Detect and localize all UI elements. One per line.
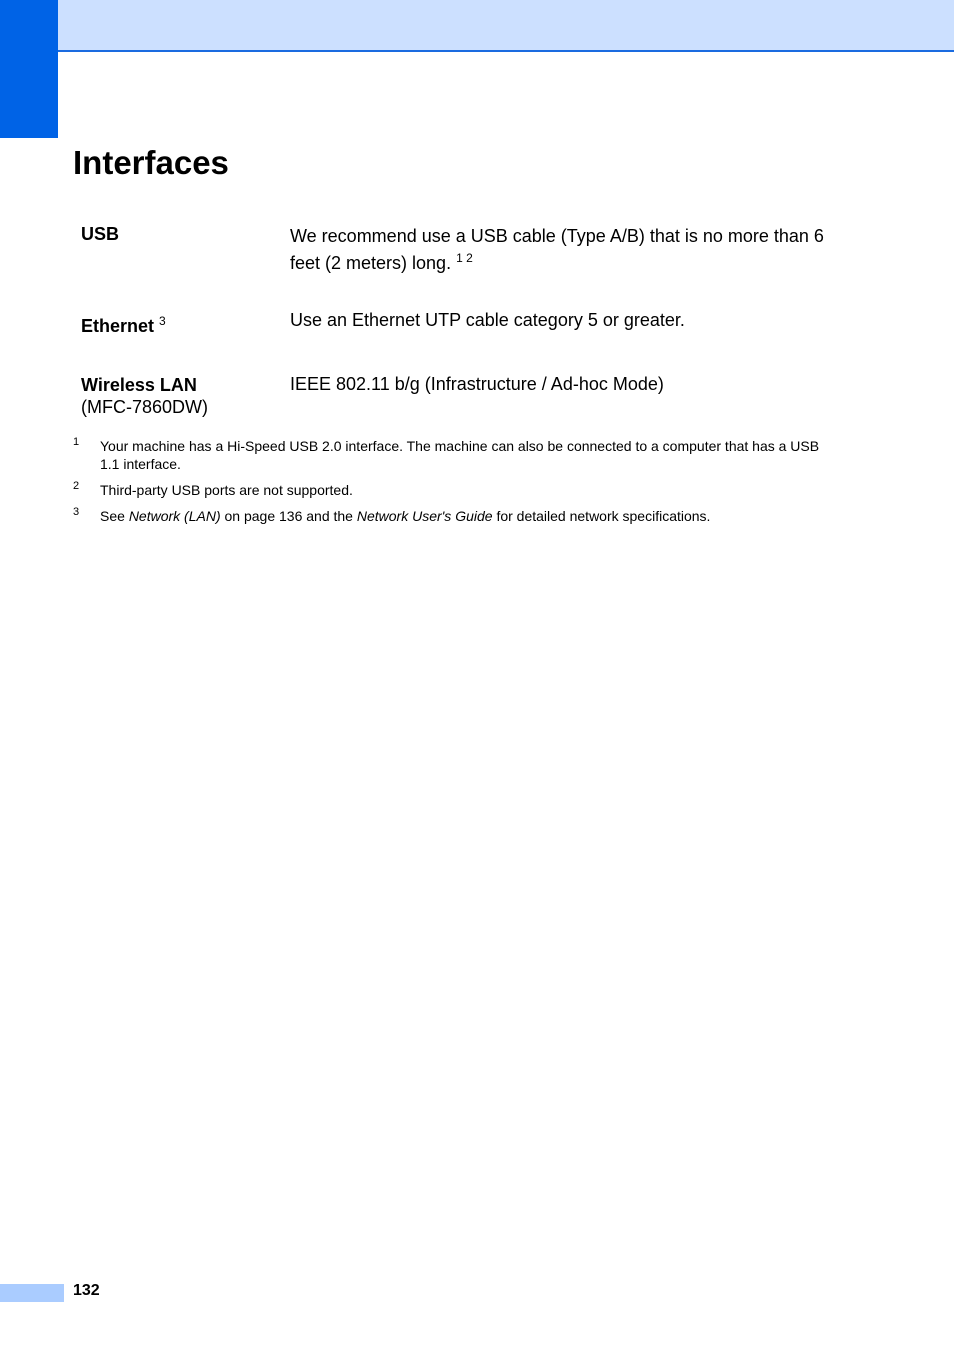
cross-reference-network-lan[interactable]: Network (LAN) — [128, 508, 221, 524]
page-marker — [0, 1284, 64, 1302]
spec-label-text: Ethernet — [81, 316, 155, 336]
spec-label — [81, 315, 281, 337]
header-band — [0, 0, 954, 52]
footnotes — [73, 437, 833, 533]
cross-reference-network-users-guide[interactable]: Network User's Guide — [356, 508, 493, 524]
spec-value — [290, 223, 835, 277]
footnote-ref: 3 — [159, 314, 166, 328]
spec-value-text: Use an Ethernet UTP cable category 5 or greater. — [290, 310, 685, 330]
footnote-number: 3 — [73, 506, 80, 518]
spec-value-text: We recommend use a USB cable (Type A/B) that is no more than 6 feet (2 meters) long. — [290, 226, 824, 273]
footnote-number: 1 — [73, 436, 80, 448]
footnote-text-part: on page 136 and the — [220, 508, 357, 524]
spec-label — [81, 374, 281, 418]
footnote-text — [100, 508, 710, 524]
footnote-ref: 1 2 — [456, 251, 473, 265]
spec-label — [81, 223, 281, 245]
spec-value-text: IEEE 802.11 b/g (Infrastructure / Ad-hoc Mode) — [290, 374, 664, 394]
footnote — [73, 437, 833, 473]
chapter-tab — [0, 0, 58, 138]
spec-value — [290, 307, 835, 334]
spec-value — [290, 371, 835, 398]
footnote-text-part: See — [100, 508, 129, 524]
spec-sublabel: (MFC-7860DW) — [81, 397, 209, 417]
page-number: 132 — [73, 1282, 100, 1299]
footnote — [73, 507, 833, 525]
spec-label-text: Wireless LAN — [81, 375, 197, 395]
page-title: Interfaces — [73, 144, 229, 181]
footnote-number: 2 — [73, 480, 80, 492]
spec-label-text: USB — [81, 224, 120, 244]
footnote — [73, 481, 833, 499]
footnote-text: Third-party USB ports are not supported. — [100, 482, 353, 498]
footnote-text-part: for detailed network specifications. — [492, 508, 711, 524]
footnote-text: Your machine has a Hi-Speed USB 2.0 interface. The machine can also be connected to a computer that has a USB 1.1 interface. — [100, 438, 820, 472]
